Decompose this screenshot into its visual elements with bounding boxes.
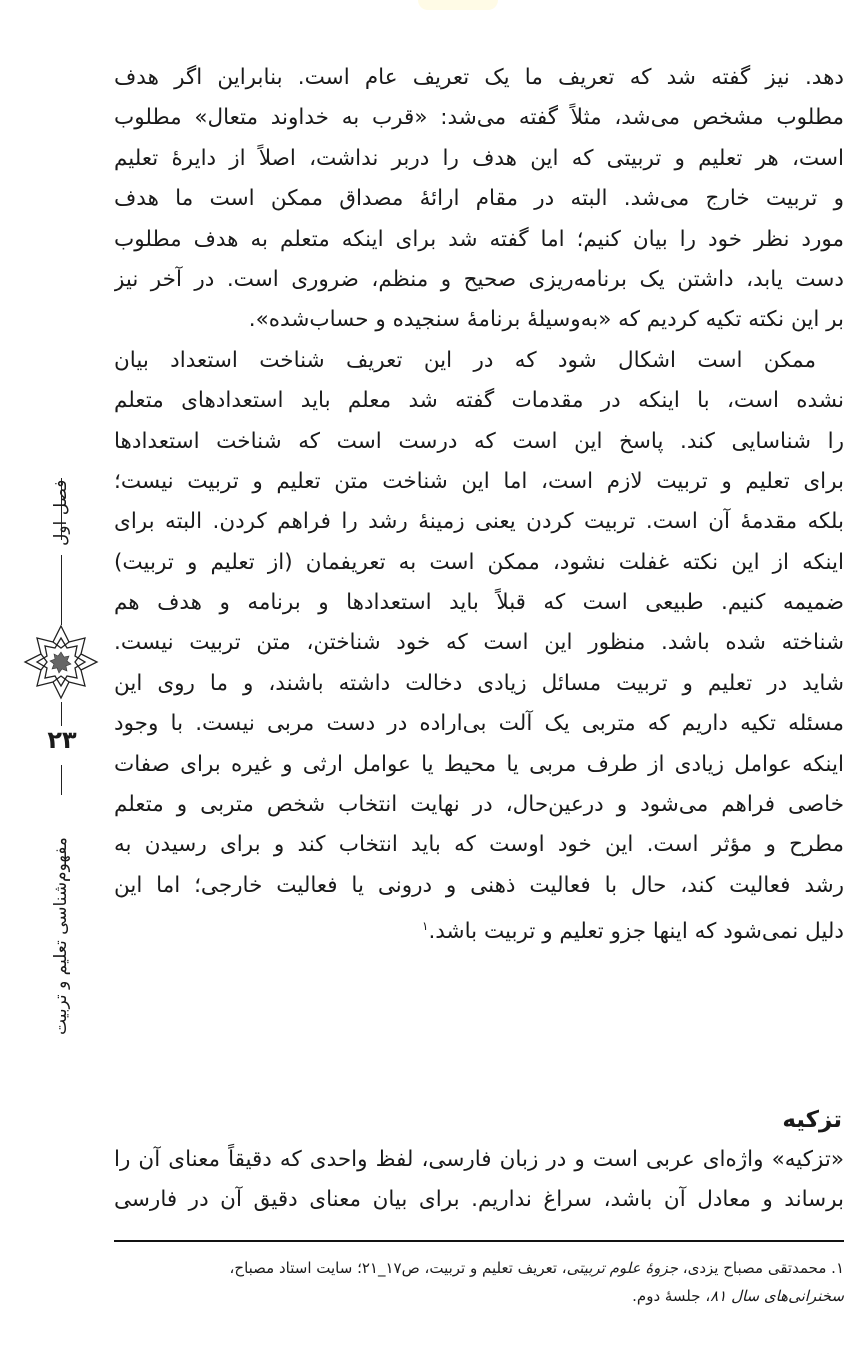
text-line: دهد. نیز گفته شد که تعریف ما یک تعریف عام است. بنابراین اگر هدف xyxy=(114,65,844,90)
text-line-content: دلیل نمی‌شود که اینها جزو تعلیم و تربیت باشد. xyxy=(428,919,844,945)
margin-rule-upper xyxy=(61,555,62,625)
text-line: دست یابد، داشتن یک برنامه‌ریزی صحیح و منظم، ضروری است. در آخر نیز xyxy=(114,266,844,292)
page-margin xyxy=(0,0,110,1356)
text-line: اینکه از این نکته غفلت نشود، ممکن است به تعریفمان (از تعلیم و تربیت) xyxy=(114,549,844,575)
text-line: مسئله تکیه داریم که متربی یک آلت بی‌اراده در دست مربی نیست. با وجود xyxy=(114,711,844,737)
text-line-last xyxy=(114,906,844,946)
text-line: ضمیمه کنیم. طبیعی است که قبلاً باید استعدادها و برنامه و هدف هم xyxy=(114,590,844,616)
text-line: ممکن است اشکال شود که در این تعریف شناخت استعداد بیان xyxy=(114,347,816,373)
text-line: مطلوب مشخص می‌شد، مثلاً گفته می‌شد: «قرب به خداوند متعال» مطلوب xyxy=(114,105,844,131)
text-line: بلکه مقدمهٔ آن است. تربیت کردن یعنی زمینهٔ رشد را فراهم کردن. البته برای xyxy=(114,509,844,535)
footnote-line-1 xyxy=(114,1254,844,1282)
footnote-number: ۱. xyxy=(831,1259,844,1277)
text-line: بر این نکته تکیه کردیم که «به‌وسیلهٔ برنامهٔ سنجیده و حساب‌شده». xyxy=(248,307,844,333)
text-line: مطرح و مؤثر است. این خود اوست که باید انتخاب کند و برای رسیدن به xyxy=(114,832,844,858)
footnote-lecture-title: سخنرانی‌های سال ۸۱ xyxy=(710,1287,844,1305)
margin-rule-bottom xyxy=(61,765,62,795)
text-line: است، هر تعلیم و تربیتی که این هدف را دربر نداشت، اصلاً از دایرهٔ تعلیم xyxy=(114,145,844,171)
text-line: خاصی فراهم می‌شود و درعین‌حال، در نهایت انتخاب شخص متربی و متعلم xyxy=(114,792,844,818)
section-paragraph xyxy=(114,1140,844,1221)
main-paragraph xyxy=(114,58,844,947)
text-line: مورد نظر خود را بیان کنیم؛ اما گفته شد برای اینکه متعلم به هدف مطلوب xyxy=(114,226,844,252)
text-line: را شناسایی کند. پاسخ این است که درست است که شناخت استعدادها xyxy=(114,428,844,454)
text-line: «تزکیه» واژه‌ای عربی است و در زبان فارسی، لفظ واحدی که دقیقاً معنای آن را xyxy=(114,1147,844,1172)
text-line: و تربیت خارج می‌شد. البته در مقام ارائهٔ مصداق ممکن است ما هدف xyxy=(114,186,844,212)
footnote-divider xyxy=(114,1240,844,1242)
book-title-label: مفهوم‌شناسی تعلیم و تربیت xyxy=(51,837,71,1035)
text-line: نشده است، با اینکه در مقدمات گفته شد معلم باید استعدادهای متعلم xyxy=(114,388,844,414)
footnote xyxy=(114,1254,844,1310)
footnote-work-title: جزوهٔ علوم تربیتی xyxy=(566,1259,678,1277)
text-line: اینکه عوامل زیادی از طرف مربی یا محیط یا عوامل ارثی و غیره برای صفات xyxy=(114,751,844,777)
eight-point-star-ornament-icon xyxy=(21,622,101,702)
footnote-marker[interactable]: ۱ xyxy=(421,919,429,934)
text-line: برای تعلیم و تربیت لازم است، اما این شناخت متن تعلیم و تربیت نیست؛ xyxy=(114,468,844,494)
text-line: رشد فعالیت کند، حال با فعالیت ذهنی و درونی یا فعالیت خارجی؛ اما این xyxy=(114,872,844,898)
footnote-line-2 xyxy=(114,1282,844,1310)
chapter-label: فصل اول xyxy=(51,479,71,546)
page-number: ۲۳ xyxy=(47,726,77,754)
margin-rule-lower xyxy=(61,702,62,726)
text-line: برساند و معادل آن باشد، سراغ نداریم. برای بیان معنای دقیق آن در فارسی xyxy=(114,1187,844,1213)
text-line: شاید در تعلیم و تربیت مسائل زیادی دخالت داشته باشند، و ما روی این xyxy=(114,670,844,696)
section-heading: تزکیه xyxy=(782,1107,842,1133)
text-line: شناخته شده باشد. منظور این است که خود شناختن، متن تربیت نیست. xyxy=(114,630,844,656)
footnote-citation: ، تعریف تعلیم و تربیت، ص۱۷_۲۱؛ سایت استاد مصباح، xyxy=(229,1259,567,1277)
footnote-author: محمدتقی مصباح یزدی، xyxy=(682,1259,827,1277)
scan-smudge xyxy=(418,0,498,10)
footnote-session: ، جلسهٔ دوم. xyxy=(632,1287,711,1305)
